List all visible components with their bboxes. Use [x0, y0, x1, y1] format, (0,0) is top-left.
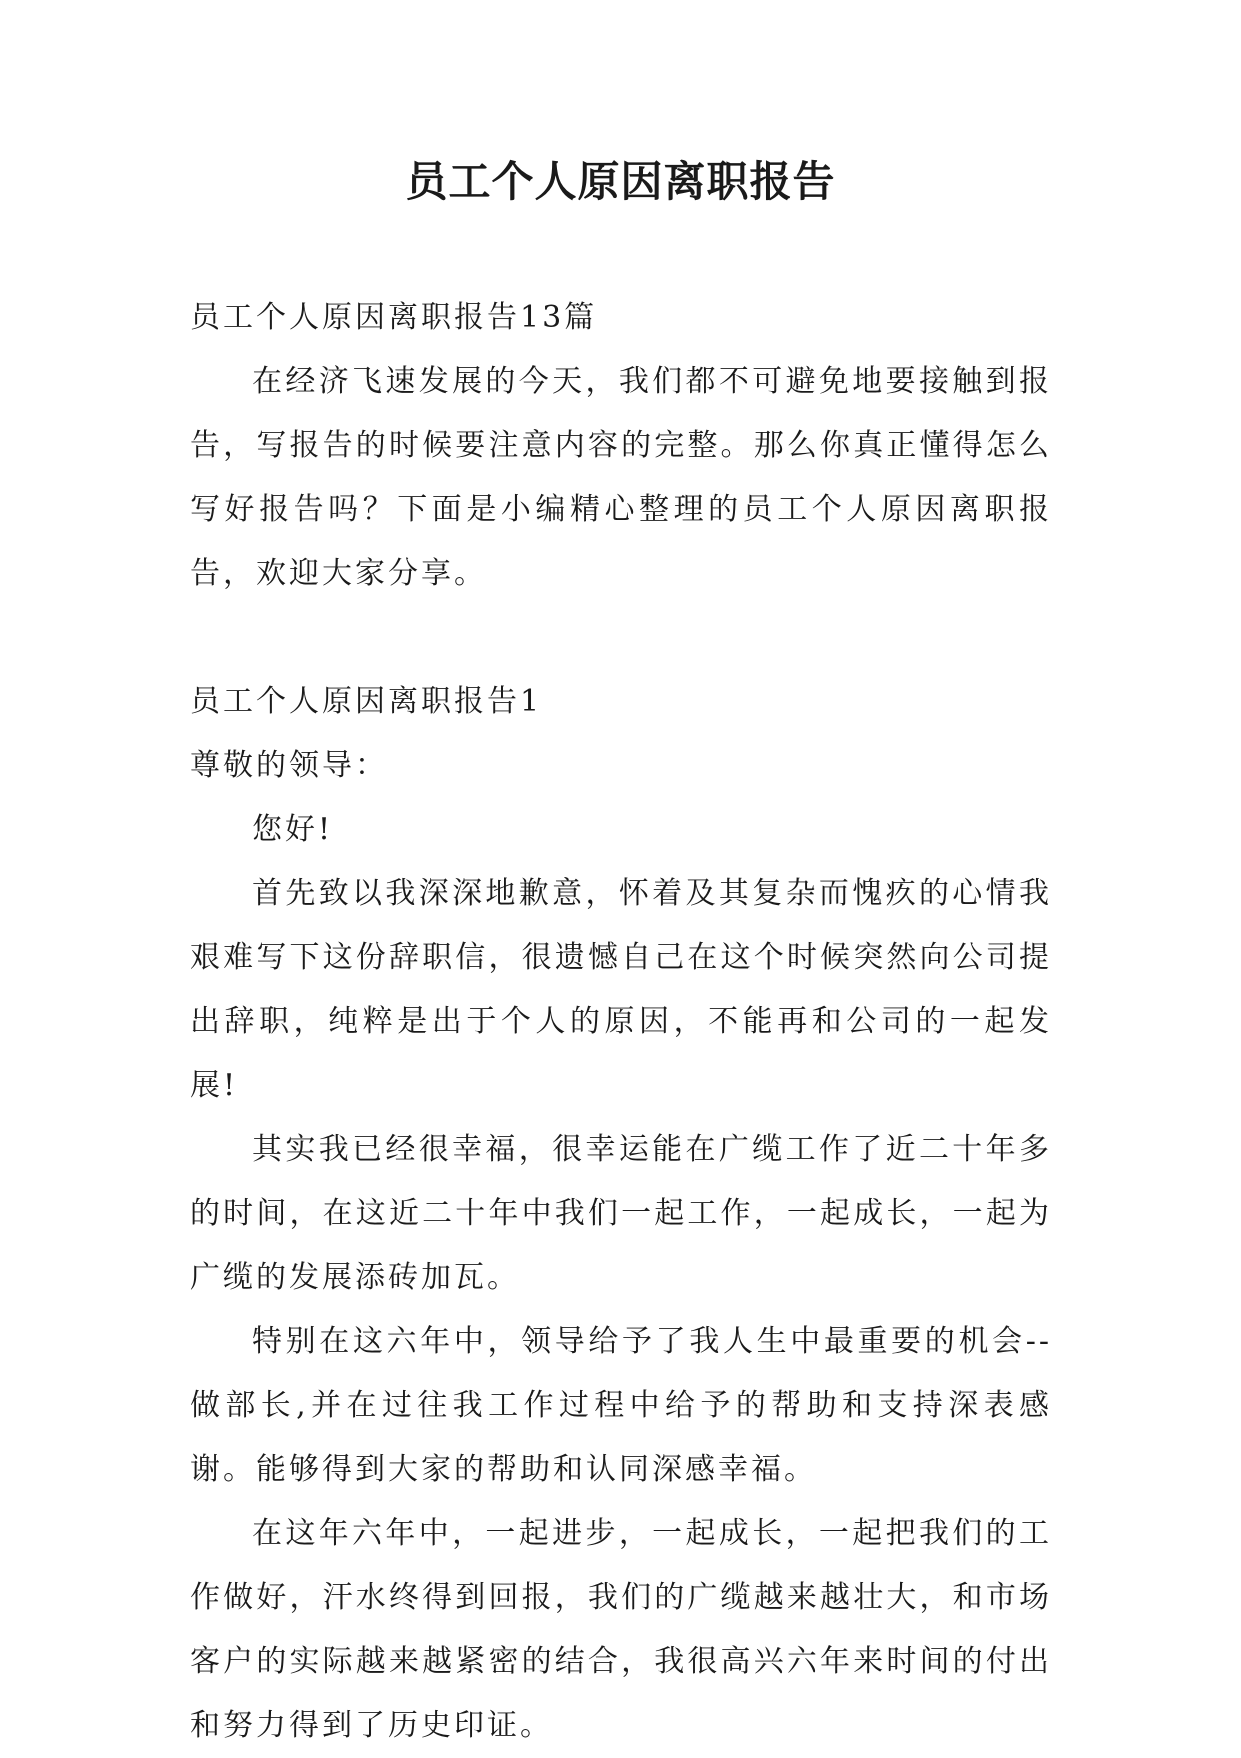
- document-title: 员工个人原因离职报告: [405, 157, 836, 206]
- body-paragraph: 在这年六年中，一起进步，一起成长，一起把我们的工作做好，汗水终得到回报，我们的广缆越来越壮大，和市场客户的实际越来越紧密的结合，我很高兴六年来时间的付出和努力得到了历史印证。: [190, 1516, 1052, 1743]
- body-paragraph: 首先致以我深深地歉意，怀着及其复杂而愧疚的心情我艰难写下这份辞职信，很遗憾自己在这个时候突然向公司提出辞职，纯粹是出于个人的原因，不能再和公司的一起发展!: [190, 876, 1052, 1103]
- intro-paragraph: 在经济飞速发展的今天，我们都不可避免地要接触到报告，写报告的时候要注意内容的完整。那么你真正懂得怎么写好报告吗？下面是小编精心整理的员工个人原因离职报告，欢迎大家分享。: [190, 364, 1052, 591]
- body-paragraph: 其实我已经很幸福，很幸运能在广缆工作了近二十年多的时间，在这近二十年中我们一起工作，一起成长，一起为广缆的发展添砖加瓦。: [190, 1132, 1052, 1295]
- salutation: 尊敬的领导：: [190, 748, 388, 783]
- document-body: [190, 286, 1052, 1758]
- body-paragraph: 特别在这六年中，领导给予了我人生中最重要的机会--做部长,并在过往我工作过程中给予的帮助和支持深表感谢。能够得到大家的帮助和认同深感幸福。: [190, 1324, 1052, 1487]
- section-heading: 员工个人原因离职报告1: [190, 684, 543, 719]
- greeting: 您好!: [252, 812, 334, 847]
- document-subtitle: 员工个人原因离职报告13篇: [190, 300, 598, 335]
